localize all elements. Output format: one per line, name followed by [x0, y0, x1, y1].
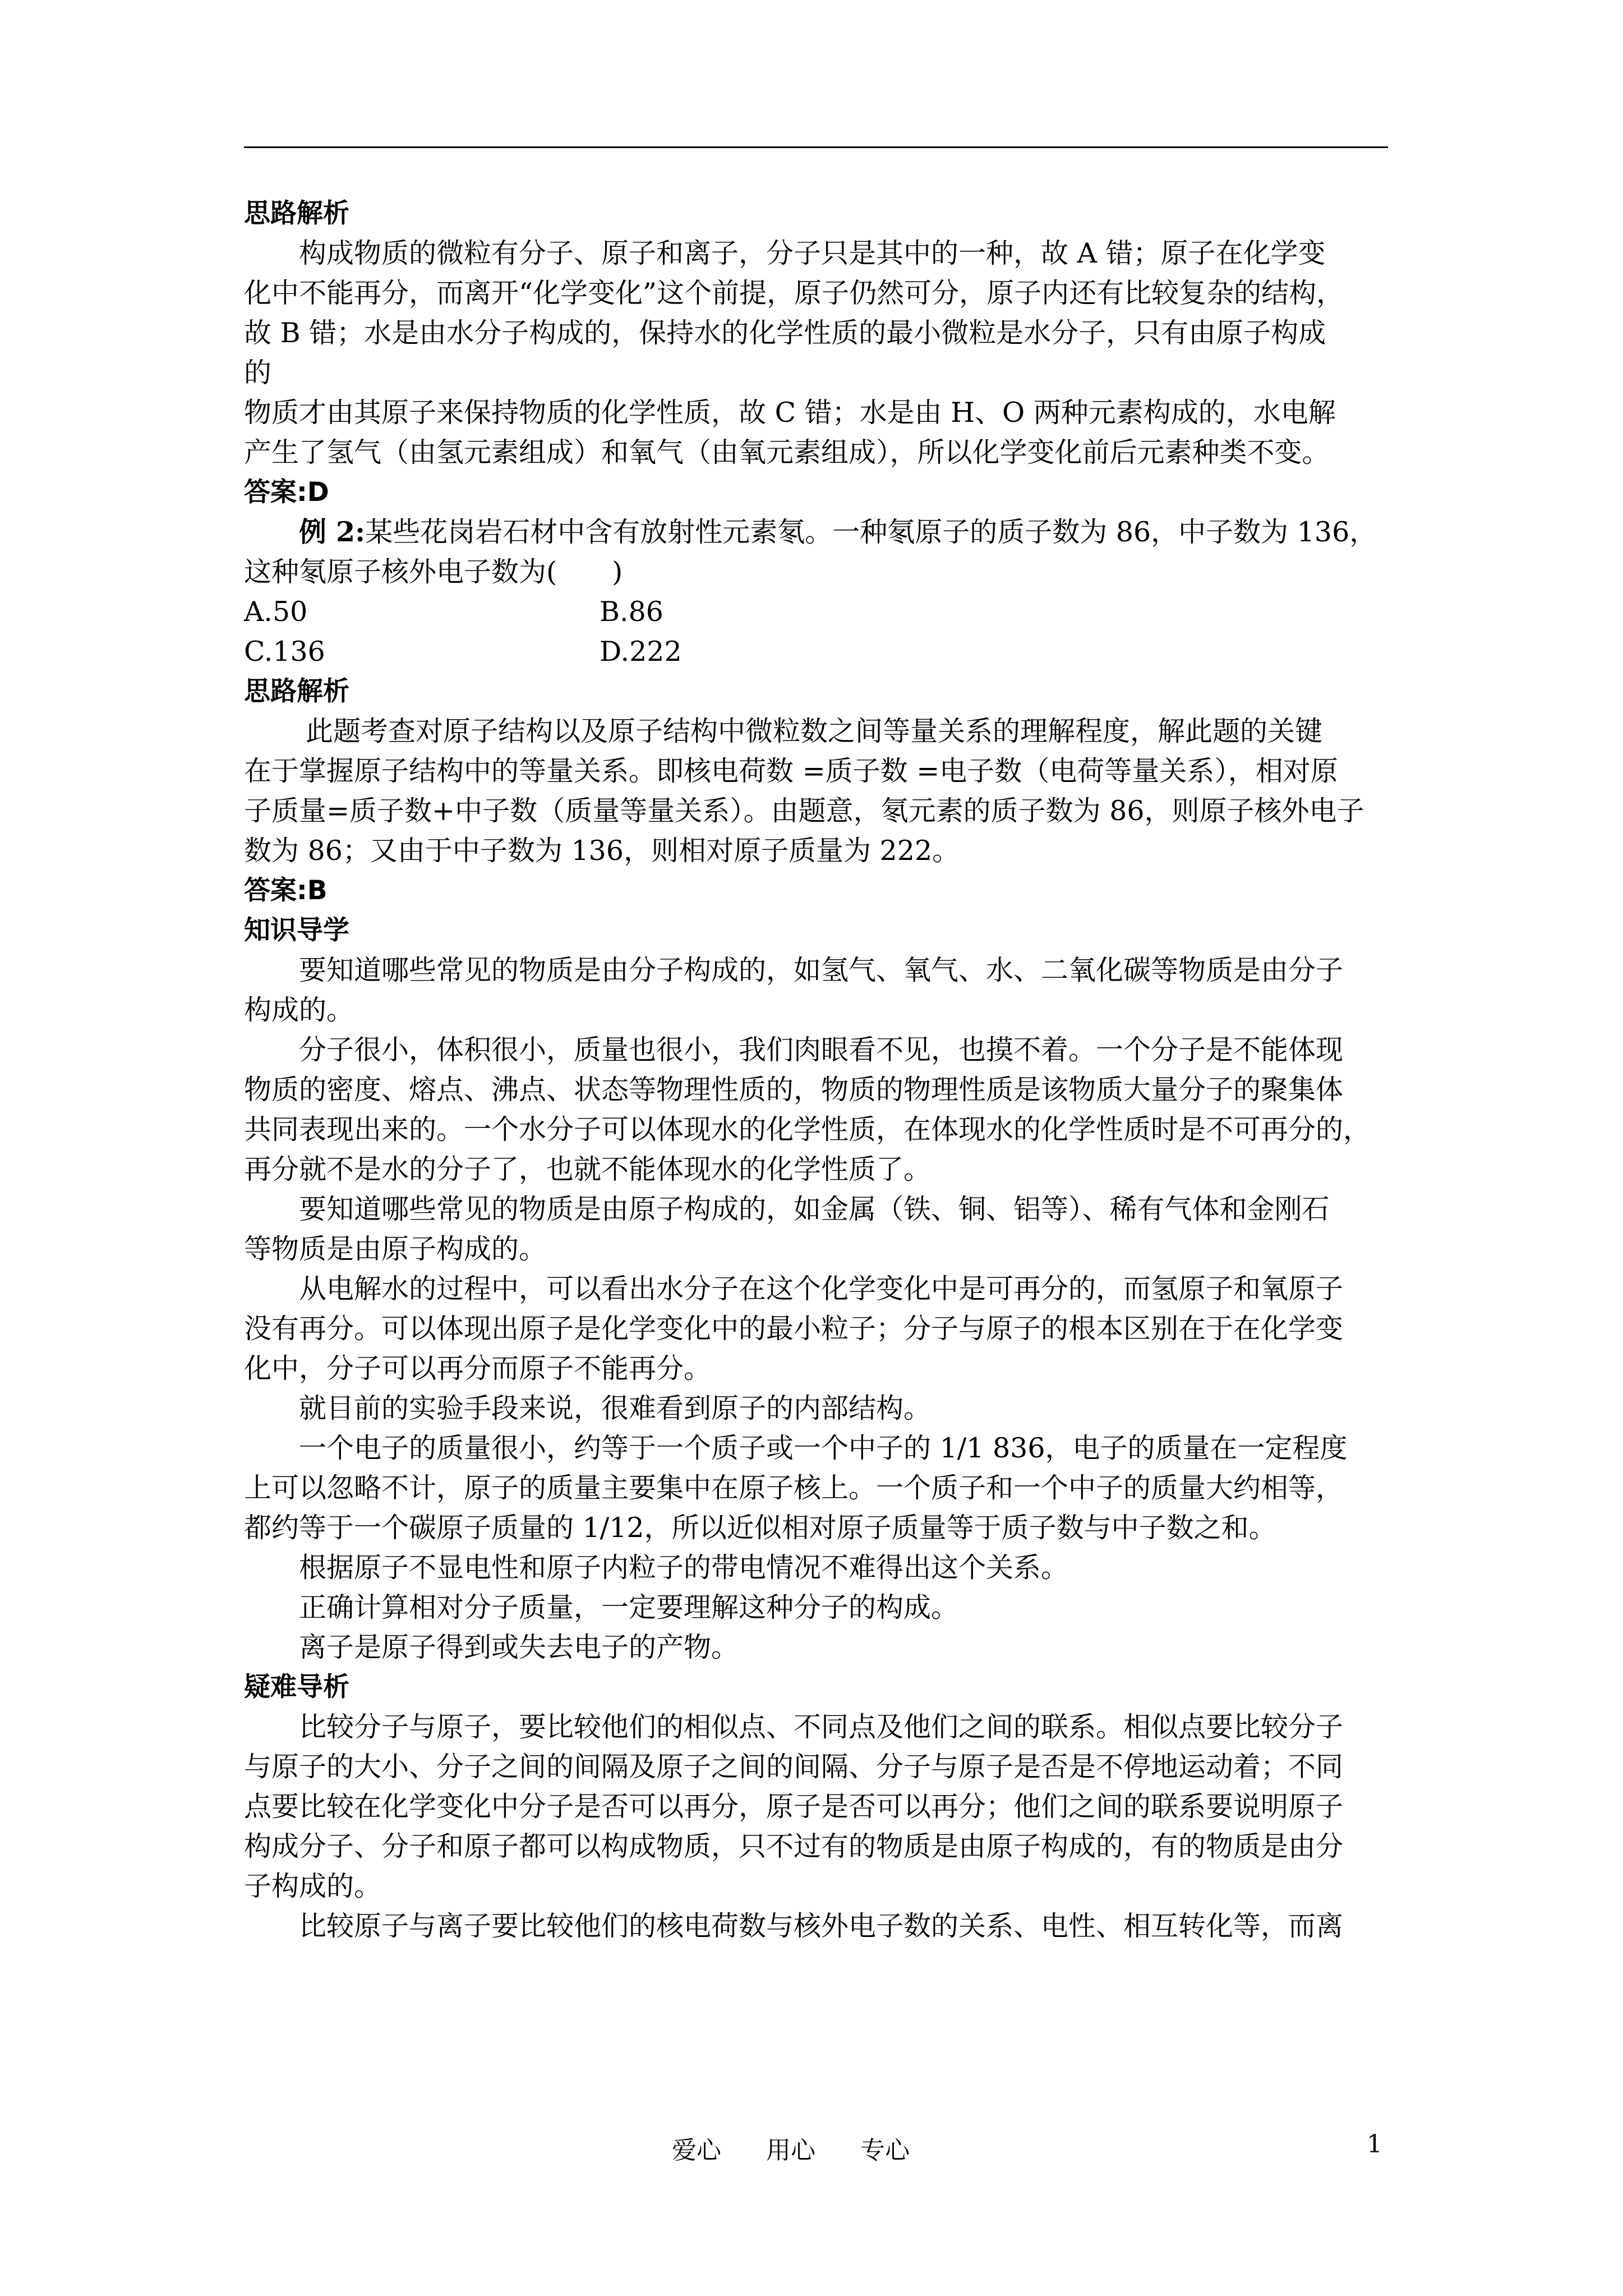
section-heading-difficulty: 疑难导析: [244, 1672, 349, 1703]
paragraph-line: 一个电子的质量很小，约等于一个质子或一个中子的 1/1 836，电子的质量在一定程度: [299, 1432, 1348, 1464]
paragraph-line: 构成分子、分子和原子都可以构成物质，只不过有的物质是由原子构成的，有的物质是由分: [244, 1830, 1344, 1862]
document-body: [244, 194, 1399, 1946]
paragraph-line: 物质的密度、熔点、沸点、状态等物理性质的，物质的物理性质是该物质大量分子的聚集体: [244, 1074, 1344, 1106]
paragraph-line: 在于掌握原子结构中的等量关系。即核电荷数 =质子数 =电子数（电荷等量关系），相对原: [244, 755, 1338, 787]
page-footer: [0, 2130, 1623, 2164]
paragraph-line: 再分就不是水的分子了，也就不能体现水的化学性质了。: [244, 1153, 932, 1185]
paragraph-line: 上可以忽略不计，原子的质量主要集中在原子核上。一个质子和一个中子的质量大约相等，: [244, 1472, 1344, 1504]
footer-slogan-word: 爱心: [672, 2136, 721, 2165]
paragraph-line: 从电解水的过程中，可以看出水分子在这个化学变化中是可再分的，而氢原子和氧原子: [299, 1273, 1344, 1305]
footer-slogan-word: 专心: [860, 2136, 910, 2165]
paragraph-line: 物质才由其原子来保持物质的化学性质，故 C 错；水是由 H、O 两种元素构成的，水电解: [244, 397, 1336, 429]
paragraph-line: 产生了氢气（由氢元素组成）和氧气（由氧元素组成），所以化学变化前后元素种类不变。: [244, 436, 1330, 468]
paragraph-line: 比较分子与原子，要比较他们的相似点、不同点及他们之间的联系。相似点要比较分子: [299, 1711, 1344, 1743]
paragraph-line: 正确计算相对分子质量，一定要理解这种分子的构成。: [299, 1591, 959, 1623]
paragraph-line: 此题考查对原子结构以及原子结构中微粒数之间等量关系的理解程度，解此题的关键: [306, 715, 1323, 747]
options-row-2: [244, 632, 1399, 671]
paragraph-line: 子构成的。: [244, 1870, 382, 1902]
paragraph-line: 要知道哪些常见的物质是由分子构成的，如氢气、氧气、水、二氧化碳等物质是由分子: [299, 954, 1344, 986]
paragraph-line: 共同表现出来的。一个水分子可以体现水的化学性质，在体现水的化学性质时是不可再分的，: [244, 1114, 1371, 1145]
section-heading-knowledge: 知识导学: [244, 915, 349, 946]
footer-slogan: [672, 2130, 947, 2166]
section-heading-analysis-1: 思路解析: [244, 198, 349, 229]
paragraph-line: 子质量=质子数+中子数（质量等量关系）。由题意，氡元素的质子数为 86，则原子核外电子: [244, 795, 1364, 827]
section-heading-analysis-2: 思路解析: [244, 676, 349, 707]
page-number: 1: [1367, 2130, 1382, 2159]
options-row-1: [244, 592, 1399, 632]
example-question: [244, 512, 1399, 552]
paragraph-line: 离子是原子得到或失去电子的产物。: [299, 1631, 739, 1663]
answer-line-1: 答案:D: [244, 477, 329, 508]
paragraph-line: 化中不能再分，而离开“化学变化”这个前提，原子仍然可分，原子内还有比较复杂的结构，: [244, 277, 1344, 309]
paragraph-line: 与原子的大小、分子之间的间隔及原子之间的间隔、分子与原子是否是不停地运动着；不同: [244, 1751, 1344, 1783]
paragraph-line: 根据原子不显电性和原子内粒子的带电情况不难得出这个关系。: [299, 1552, 1069, 1584]
option-c: C.136: [244, 636, 325, 668]
paragraph-line: 数为 86；又由于中子数为 136，则相对原子质量为 222。: [244, 835, 960, 867]
paragraph-line: 就目前的实验手段来说，很难看到原子的内部结构。: [299, 1392, 932, 1424]
paragraph-line: 故 B 错；水是由水分子构成的，保持水的化学性质的最小微粒是水分子，只有由原子构成: [244, 317, 1326, 349]
paragraph-line: 构成的。: [244, 994, 354, 1026]
option-a: A.50: [244, 596, 308, 628]
paragraph-line: 没有再分。可以体现出原子是化学变化中的最小粒子；分子与原子的根本区别在于在化学变: [244, 1313, 1344, 1345]
paragraph-line: 点要比较在化学变化中分子是否可以再分，原子是否可以再分；他们之间的联系要说明原子: [244, 1791, 1344, 1823]
paragraph-line: 要知道哪些常见的物质是由原子构成的，如金属（铁、铜、铝等）、稀有气体和金刚石: [299, 1193, 1330, 1225]
example-label: 例 2:: [299, 516, 366, 548]
option-b: B.86: [600, 596, 663, 628]
paragraph-line: 构成物质的微粒有分子、原子和离子，分子只是其中的一种，故 A 错；原子在化学变: [299, 237, 1326, 269]
paragraph-line: 分子很小，体积很小，质量也很小，我们肉眼看不见，也摸不着。一个分子是不能体现: [299, 1034, 1344, 1066]
footer-slogan-word: 用心: [766, 2136, 815, 2165]
answer-line-2: 答案:B: [244, 875, 328, 906]
paragraph-line: 等物质是由原子构成的。: [244, 1233, 547, 1265]
paragraph-line: 化中，分子可以再分而原子不能再分。: [244, 1352, 712, 1384]
option-d: D.222: [600, 636, 682, 668]
header-rule: [244, 146, 1388, 148]
paragraph-line: 比较原子与离子要比较他们的核电荷数与核外电子数的关系、电性、相互转化等，而离: [299, 1910, 1344, 1942]
paragraph-line: 的: [244, 357, 272, 389]
question-text-line2: 这种氡原子核外电子数为( ): [244, 556, 623, 588]
paragraph-line: 都约等于一个碳原子质量的 1/12，所以近似相对原子质量等于质子数与中子数之和。: [244, 1512, 1276, 1544]
question-text-line1: 某些花岗岩石材中含有放射性元素氡。一种氡原子的质子数为 86，中子数为 136，: [365, 516, 1377, 548]
